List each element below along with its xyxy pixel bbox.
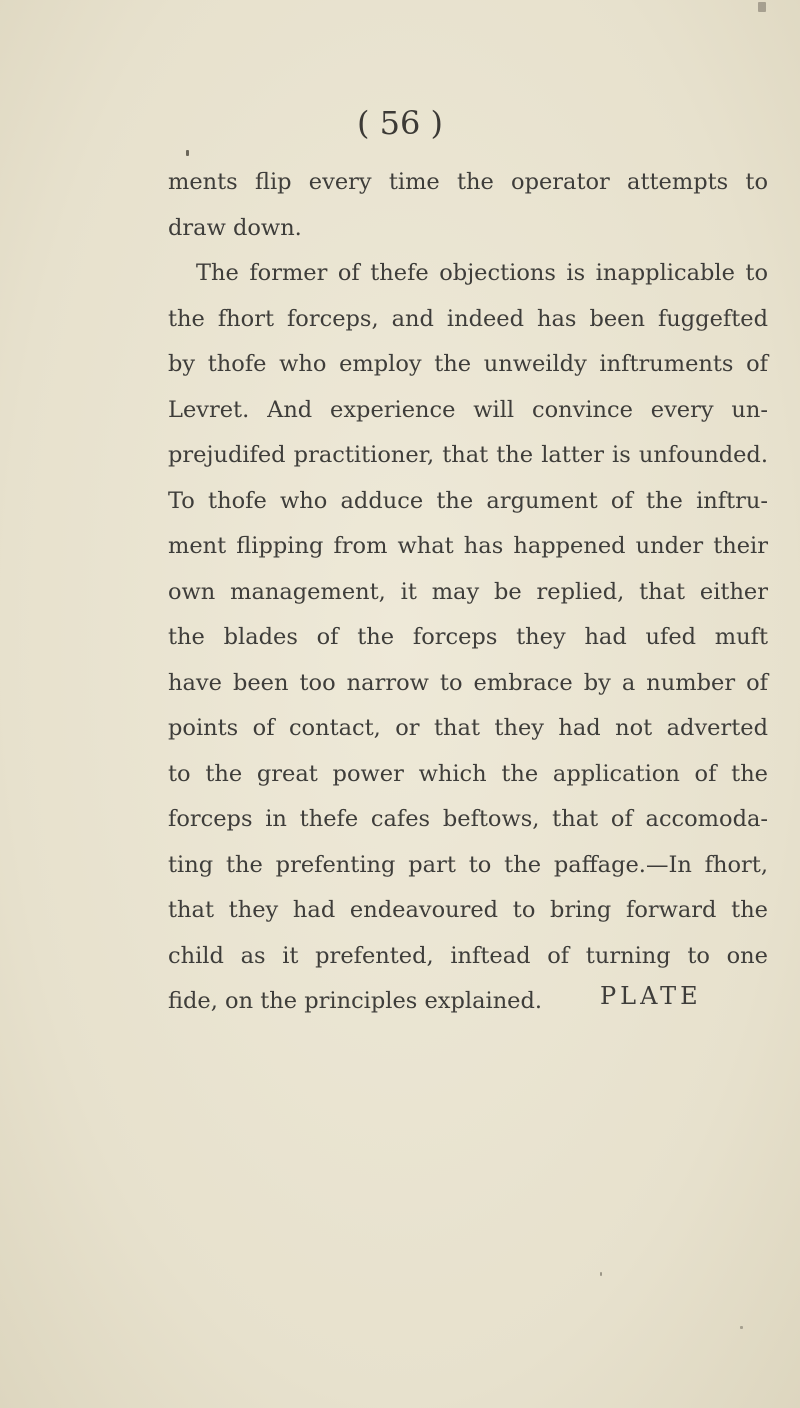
- text-line: points of contact, or that they had not adverted: [168, 715, 768, 741]
- text-line: that they had endeavoured to bring forward the: [168, 897, 768, 923]
- text-line: Levret. And experience will convince every un-: [168, 396, 768, 423]
- text-line: draw down.: [168, 214, 302, 241]
- catchword: PLATE: [600, 982, 702, 1010]
- text-line: forceps in thefe cafes beftows, that of accomoda-: [168, 806, 768, 832]
- page-number: ( 56 ): [356, 104, 444, 142]
- text-line: prejudifed practitioner, that the latter is unfounded.: [168, 442, 768, 468]
- text-line: ment flipping from what has happened under their: [168, 533, 768, 559]
- text-line: have been too narrow to embrace by a number of: [168, 669, 768, 696]
- text-line: child as it prefented, inftead of turning to one: [168, 942, 768, 969]
- paper-speck: [186, 150, 189, 156]
- text-line: ting the prefenting part to the paffage.—In fhort,: [168, 851, 768, 878]
- paper-speck: [758, 2, 766, 12]
- text-line: fide, on the principles explained.: [168, 988, 543, 1014]
- text-line: ments flip every time the operator attempts to: [168, 169, 768, 195]
- text-line: the fhort forceps, and indeed has been fuggefted: [168, 305, 768, 332]
- text-line: to the great power which the application of the: [168, 760, 768, 787]
- text-line: by thofe who employ the unweildy inftruments of: [168, 351, 768, 377]
- paper-speck: [600, 1272, 602, 1276]
- text-line: To thofe who adduce the argument of the inftru-: [168, 487, 768, 514]
- body-text: [168, 160, 768, 1025]
- text-line: The former of thefe objections is inapplicable to: [196, 260, 768, 286]
- paper-speck: [740, 1326, 743, 1329]
- text-line: own management, it may be replied, that either: [168, 578, 768, 605]
- text-line: the blades of the forceps they had ufed muft: [168, 624, 768, 650]
